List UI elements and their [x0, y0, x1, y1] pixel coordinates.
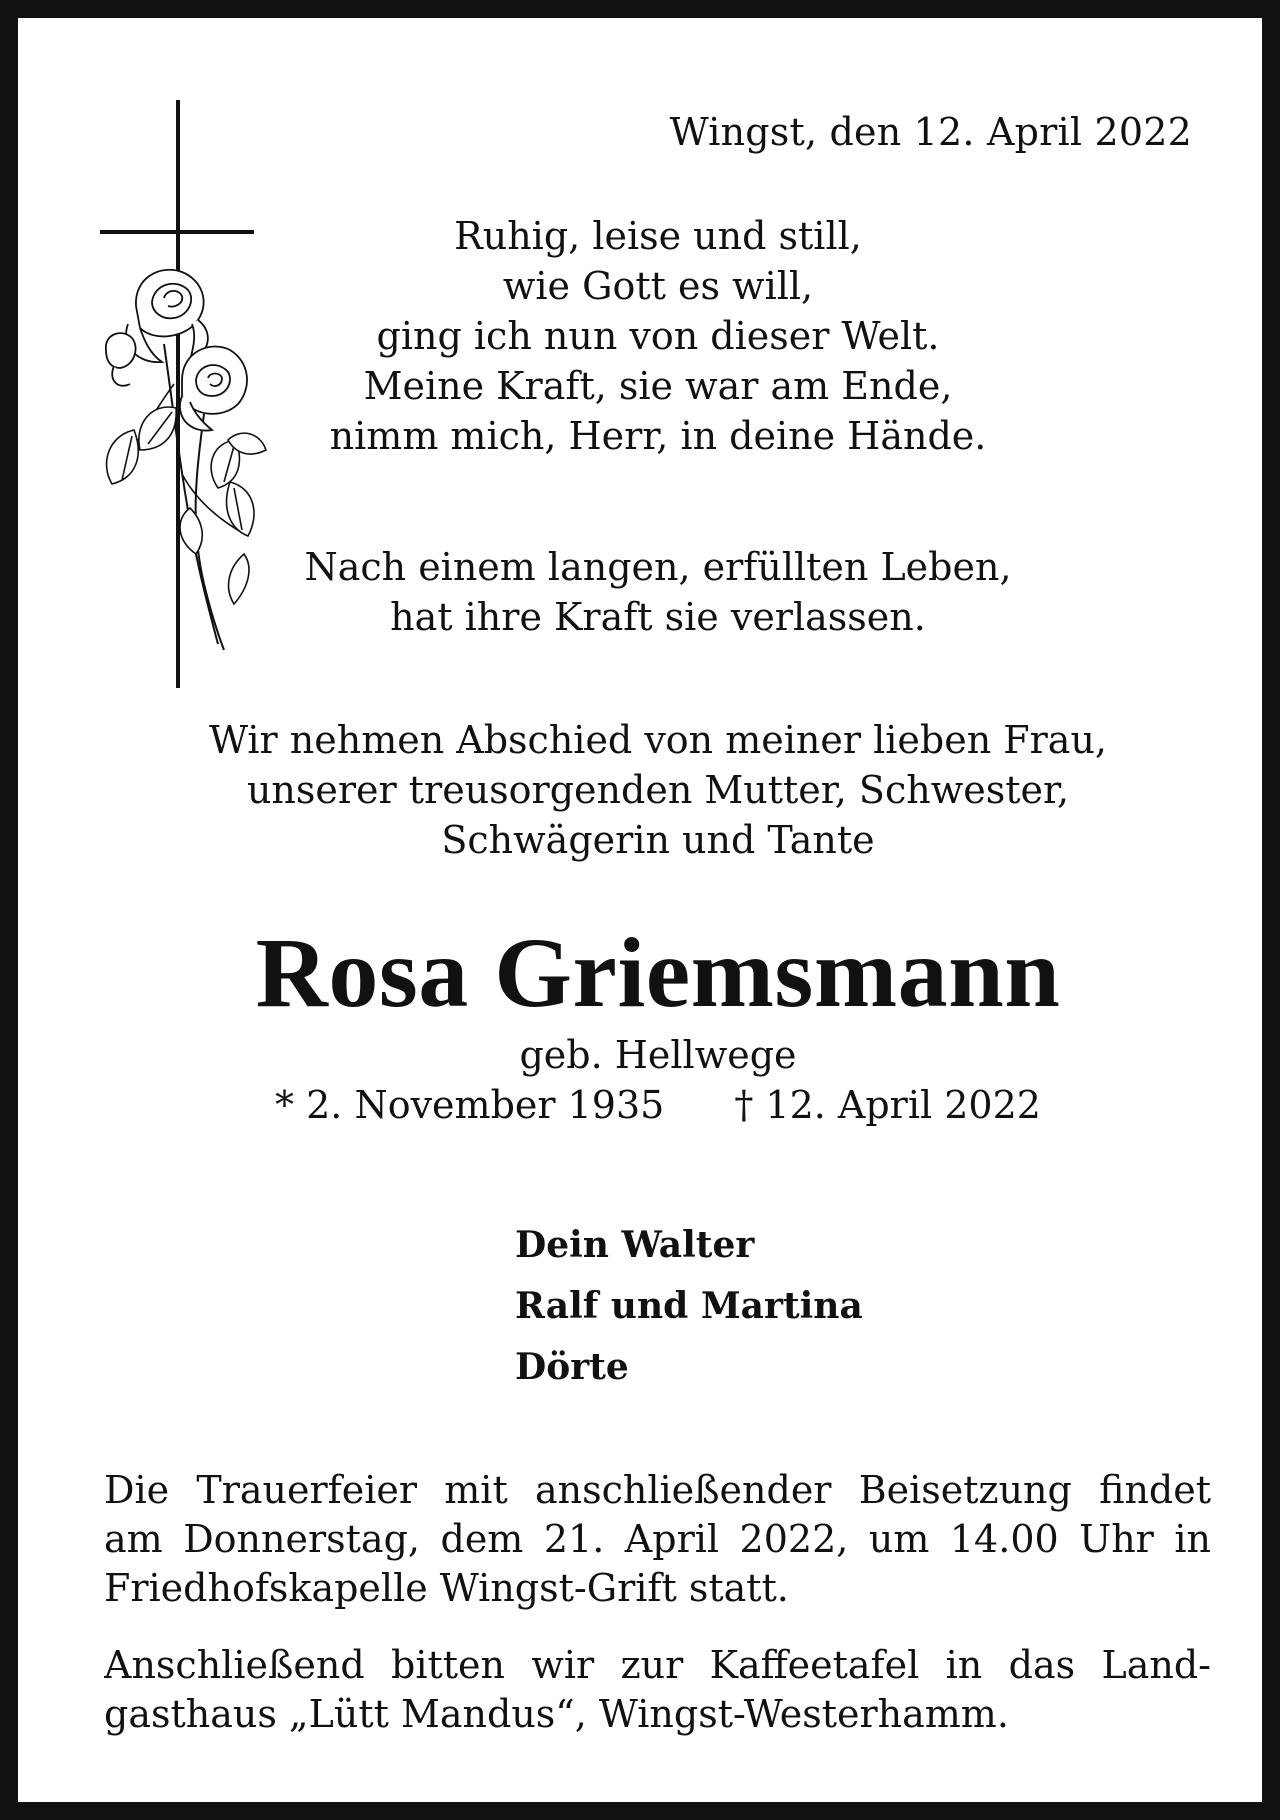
verse-line: nimm mich, Herr, in deine Hände.: [329, 414, 987, 458]
intro-line: unserer treusorgenden Mutter, Schwester,: [246, 768, 1070, 812]
birth-date: * 2. November 1935: [275, 1083, 665, 1127]
life-dates: [78, 1080, 1238, 1130]
verse-line: Nach einem langen, erfüllten Leben,: [304, 545, 1012, 589]
mourner: Ralf und Martina: [515, 1285, 863, 1327]
reception-notice: [104, 1641, 1211, 1739]
notice-line: Anschließend bitten wir zur Kaffeetafel in das Land-: [104, 1643, 1211, 1687]
birth-name: geb. Hellwege: [519, 1033, 797, 1077]
notice-line: gasthaus „Lütt Mandus“, Wingst-Westerhamm.: [104, 1692, 1009, 1736]
notice-line: Friedhofskapelle Wingst-Grift statt.: [104, 1566, 789, 1610]
verse-line: hat ihre Kraft sie verlassen.: [390, 595, 926, 639]
intro-line: Schwägerin und Tante: [441, 818, 875, 862]
mourner: Dein Walter: [515, 1224, 755, 1266]
verse-line: Meine Kraft, sie war am Ende,: [363, 364, 953, 408]
death-date: † 12. April 2022: [734, 1083, 1041, 1127]
verse-line: wie Gott es will,: [502, 264, 814, 308]
deceased-name: Rosa Griemsmann: [255, 917, 1061, 1028]
notice-line: am Donnerstag, dem 21. April 2022, um 14.00 Uhr in: [104, 1517, 1211, 1561]
notice-line: Die Trauerfeier mit anschließender Beisetzung findet: [104, 1468, 1211, 1512]
verse-line: Ruhig, leise und still,: [454, 214, 862, 258]
farewell-intro: [78, 715, 1238, 865]
verse-two: [248, 542, 1068, 642]
verse-one: [248, 211, 1068, 461]
mourners-list: [515, 1215, 863, 1398]
mourner: Dörte: [515, 1346, 629, 1388]
dateline: Wingst, den 12. April 2022: [669, 110, 1192, 154]
service-notice: [104, 1466, 1211, 1613]
intro-line: Wir nehmen Abschied von meiner lieben Frau,: [208, 718, 1108, 762]
verse-line: ging ich nun von dieser Welt.: [376, 314, 940, 358]
